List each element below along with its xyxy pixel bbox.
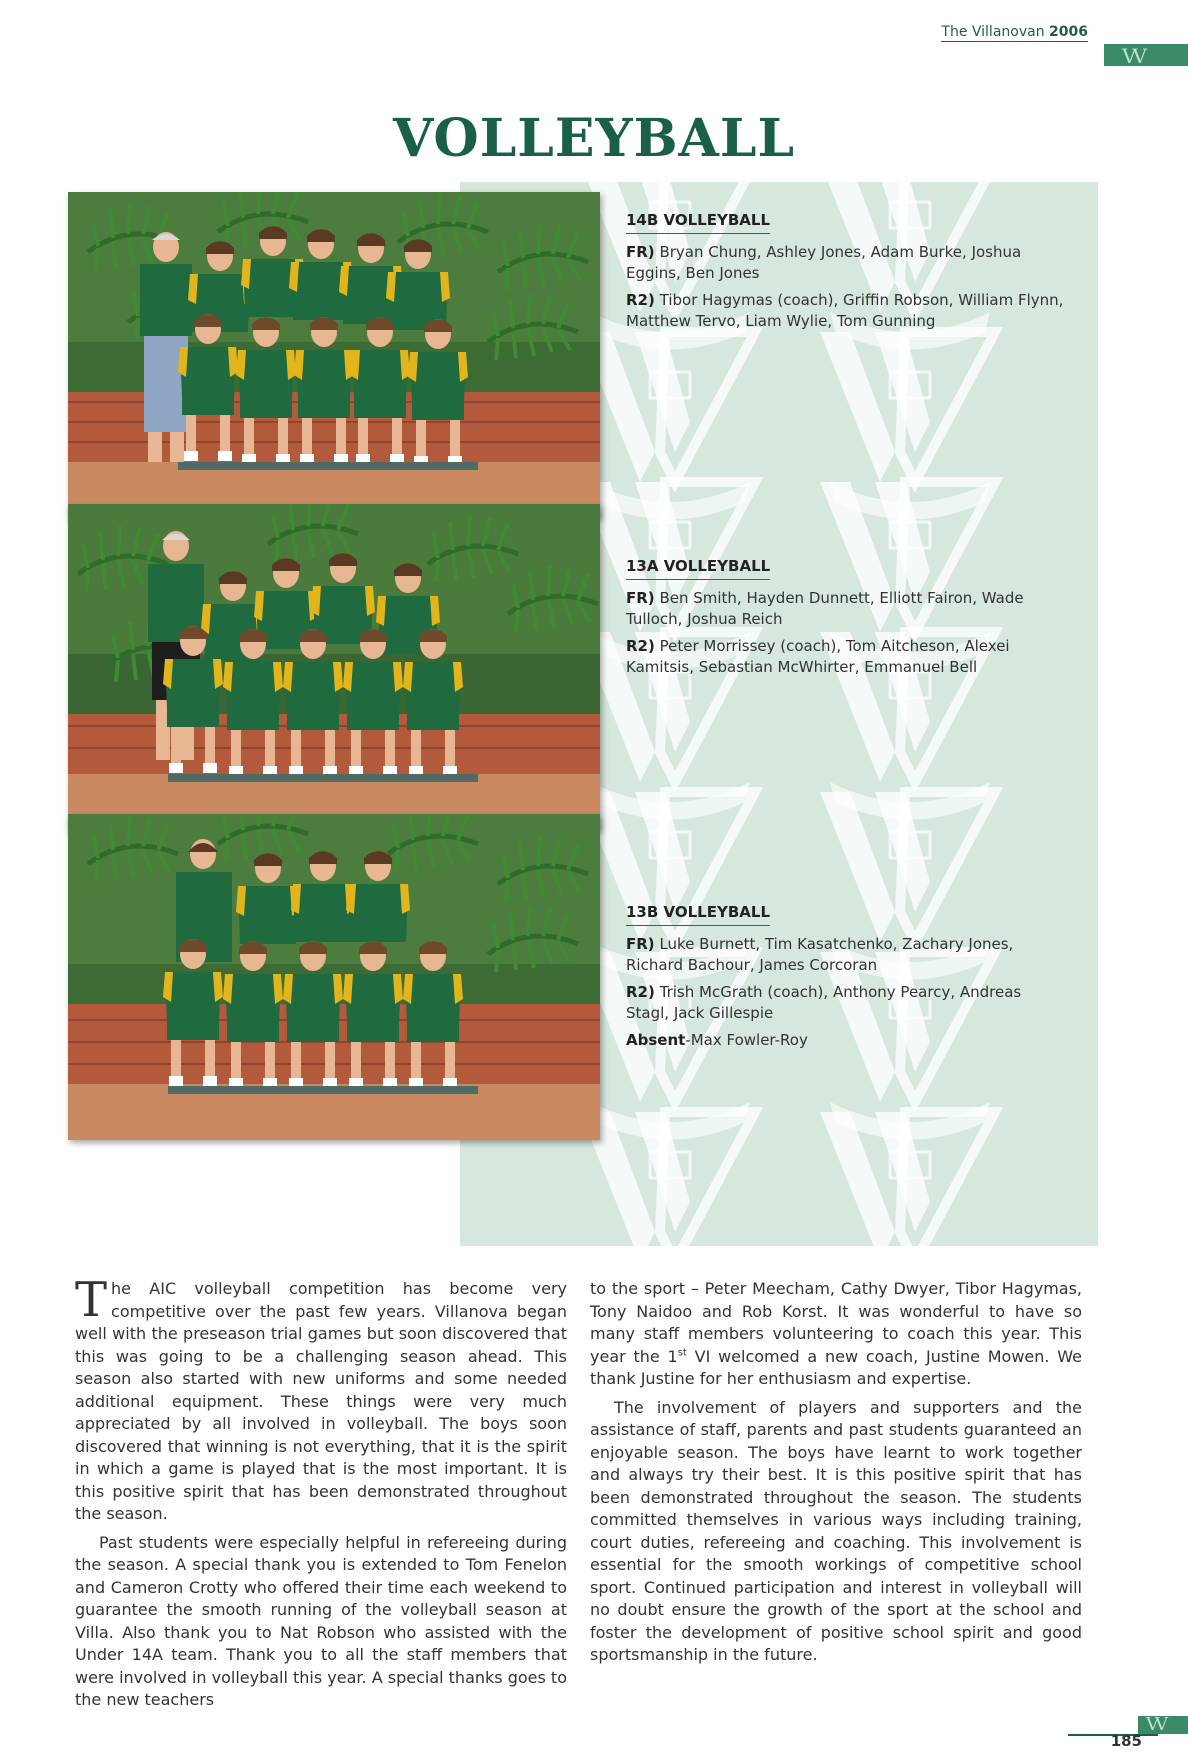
front-row-14b <box>626 242 1066 284</box>
team-photo-14b <box>68 192 600 518</box>
article-paragraph-1 <box>75 1272 567 1526</box>
front-row-names: Ben Smith, Hayden Dunnett, Elliott Fairon, Wade Tulloch, Joshua Reich <box>626 589 1024 628</box>
caption-13a <box>626 556 1066 684</box>
ordinal-suffix: st <box>677 1347 687 1359</box>
article-paragraph-4: The involvement of players and supporters and the assistance of staff, parents and past students guaranteed an enjoyable season. The boys have learnt to work together and always try their best. It is this positive spirit that has been demonstrated throughout the season. The students committed themselves in various ways including training, court duties, refereeing and coaching. This involvement is essential for the smooth workings of competitive school sport. Continued participation and interest in volleyball will no doubt ensure the growth of the sport at the school and foster the development of positive school spirit and good sportsmanship in the future. <box>590 1397 1082 1664</box>
front-row-names: Bryan Chung, Ashley Jones, Adam Burke, Joshua Eggins, Ben Jones <box>626 243 1022 282</box>
front-row-names: Luke Burnett, Tim Kasatchenko, Zachary Jones, Richard Bachour, James Corcoran <box>626 935 1014 974</box>
team-name-13a: 13A VOLLEYBALL <box>626 556 770 580</box>
caption-13b <box>626 902 1066 1057</box>
page-number: 185 <box>1110 1732 1142 1750</box>
footer-monogram: VV <box>1146 1714 1164 1735</box>
second-row-13b <box>626 982 1066 1024</box>
absent-label: Absent <box>626 1031 686 1049</box>
paragraph-3-text-a: to the sport – Peter Meecham, Cathy Dwyer, Tibor Hagymas, Tony Naidoo and Rob Korst. It was wonderful to have so many staff members volunteering to coach this year. This year the 1 <box>590 1279 1082 1366</box>
front-row-label: FR) <box>626 935 655 953</box>
article-column-left <box>75 1272 567 1718</box>
front-row-label: FR) <box>626 589 655 607</box>
front-row-label: FR) <box>626 243 655 261</box>
team-photo-13b <box>68 814 600 1140</box>
header-monogram-bar <box>1104 44 1188 66</box>
second-row-names: Trish McGrath (coach), Anthony Pearcy, Andreas Stagl, Jack Gillespie <box>626 983 1022 1022</box>
header-monogram: VV <box>1122 44 1143 68</box>
absent-13b <box>626 1030 1066 1051</box>
second-row-label: R2) <box>626 983 655 1001</box>
second-row-13a <box>626 636 1066 678</box>
front-row-13b <box>626 934 1066 976</box>
article-paragraph-3 <box>590 1278 1082 1391</box>
second-row-names: Tibor Hagymas (coach), Griffin Robson, William Flynn, Matthew Tervo, Liam Wylie, Tom Gunning <box>626 291 1064 330</box>
second-row-14b <box>626 290 1066 332</box>
caption-14b <box>626 210 1066 338</box>
running-header <box>941 24 1088 42</box>
paragraph-1-text: he AIC volleyball competition has become very competitive over the past few years. Villanova began well with the preseason trial games but soon discovered that this was going to be a challenging season ahead. This season also started with new uniforms and some needed additional equipment. These things were very much appreciated by all involved in volleyball. The boys soon discovered that winning is not everything, that it is the spirit in which a game is played that is the most important. It is this positive spirit that has been demonstrated throughout the season. <box>75 1279 567 1523</box>
publication-year: 2006 <box>1049 24 1088 40</box>
team-name-14b: 14B VOLLEYBALL <box>626 210 770 234</box>
article-paragraph-2: Past students were especially helpful in refereeing during the season. A special thank you is extended to Tom Fenelon and Cameron Crotty who offered their time each weekend to guarantee the smooth running of the volleyball season at Villa. Also thank you to Nat Robson who assisted with the Under 14A team. Thank you to all the staff members that were involved in volleyball this year. A special thanks goes to the new teachers <box>75 1532 567 1709</box>
front-row-13a <box>626 588 1066 630</box>
page-title: VOLLEYBALL <box>392 108 796 169</box>
article-column-right <box>590 1278 1082 1673</box>
second-row-names: Peter Morrissey (coach), Tom Aitcheson, Alexei Kamitsis, Sebastian McWhirter, Emmanuel Bell <box>626 637 1010 676</box>
absent-names: -Max Fowler-Roy <box>685 1031 808 1049</box>
publication-name: The Villanovan <box>941 24 1045 40</box>
footer-monogram-bar <box>1138 1716 1188 1734</box>
second-row-label: R2) <box>626 291 655 309</box>
second-row-label: R2) <box>626 637 655 655</box>
team-name-13b: 13B VOLLEYBALL <box>626 902 770 926</box>
team-photo-13a <box>68 504 600 830</box>
paragraph-3-text-b: VI welcomed a new coach, Justine Mowen. We thank Justine for her enthusiasm and expertise. <box>590 1346 1082 1388</box>
drop-cap: T <box>75 1272 108 1328</box>
